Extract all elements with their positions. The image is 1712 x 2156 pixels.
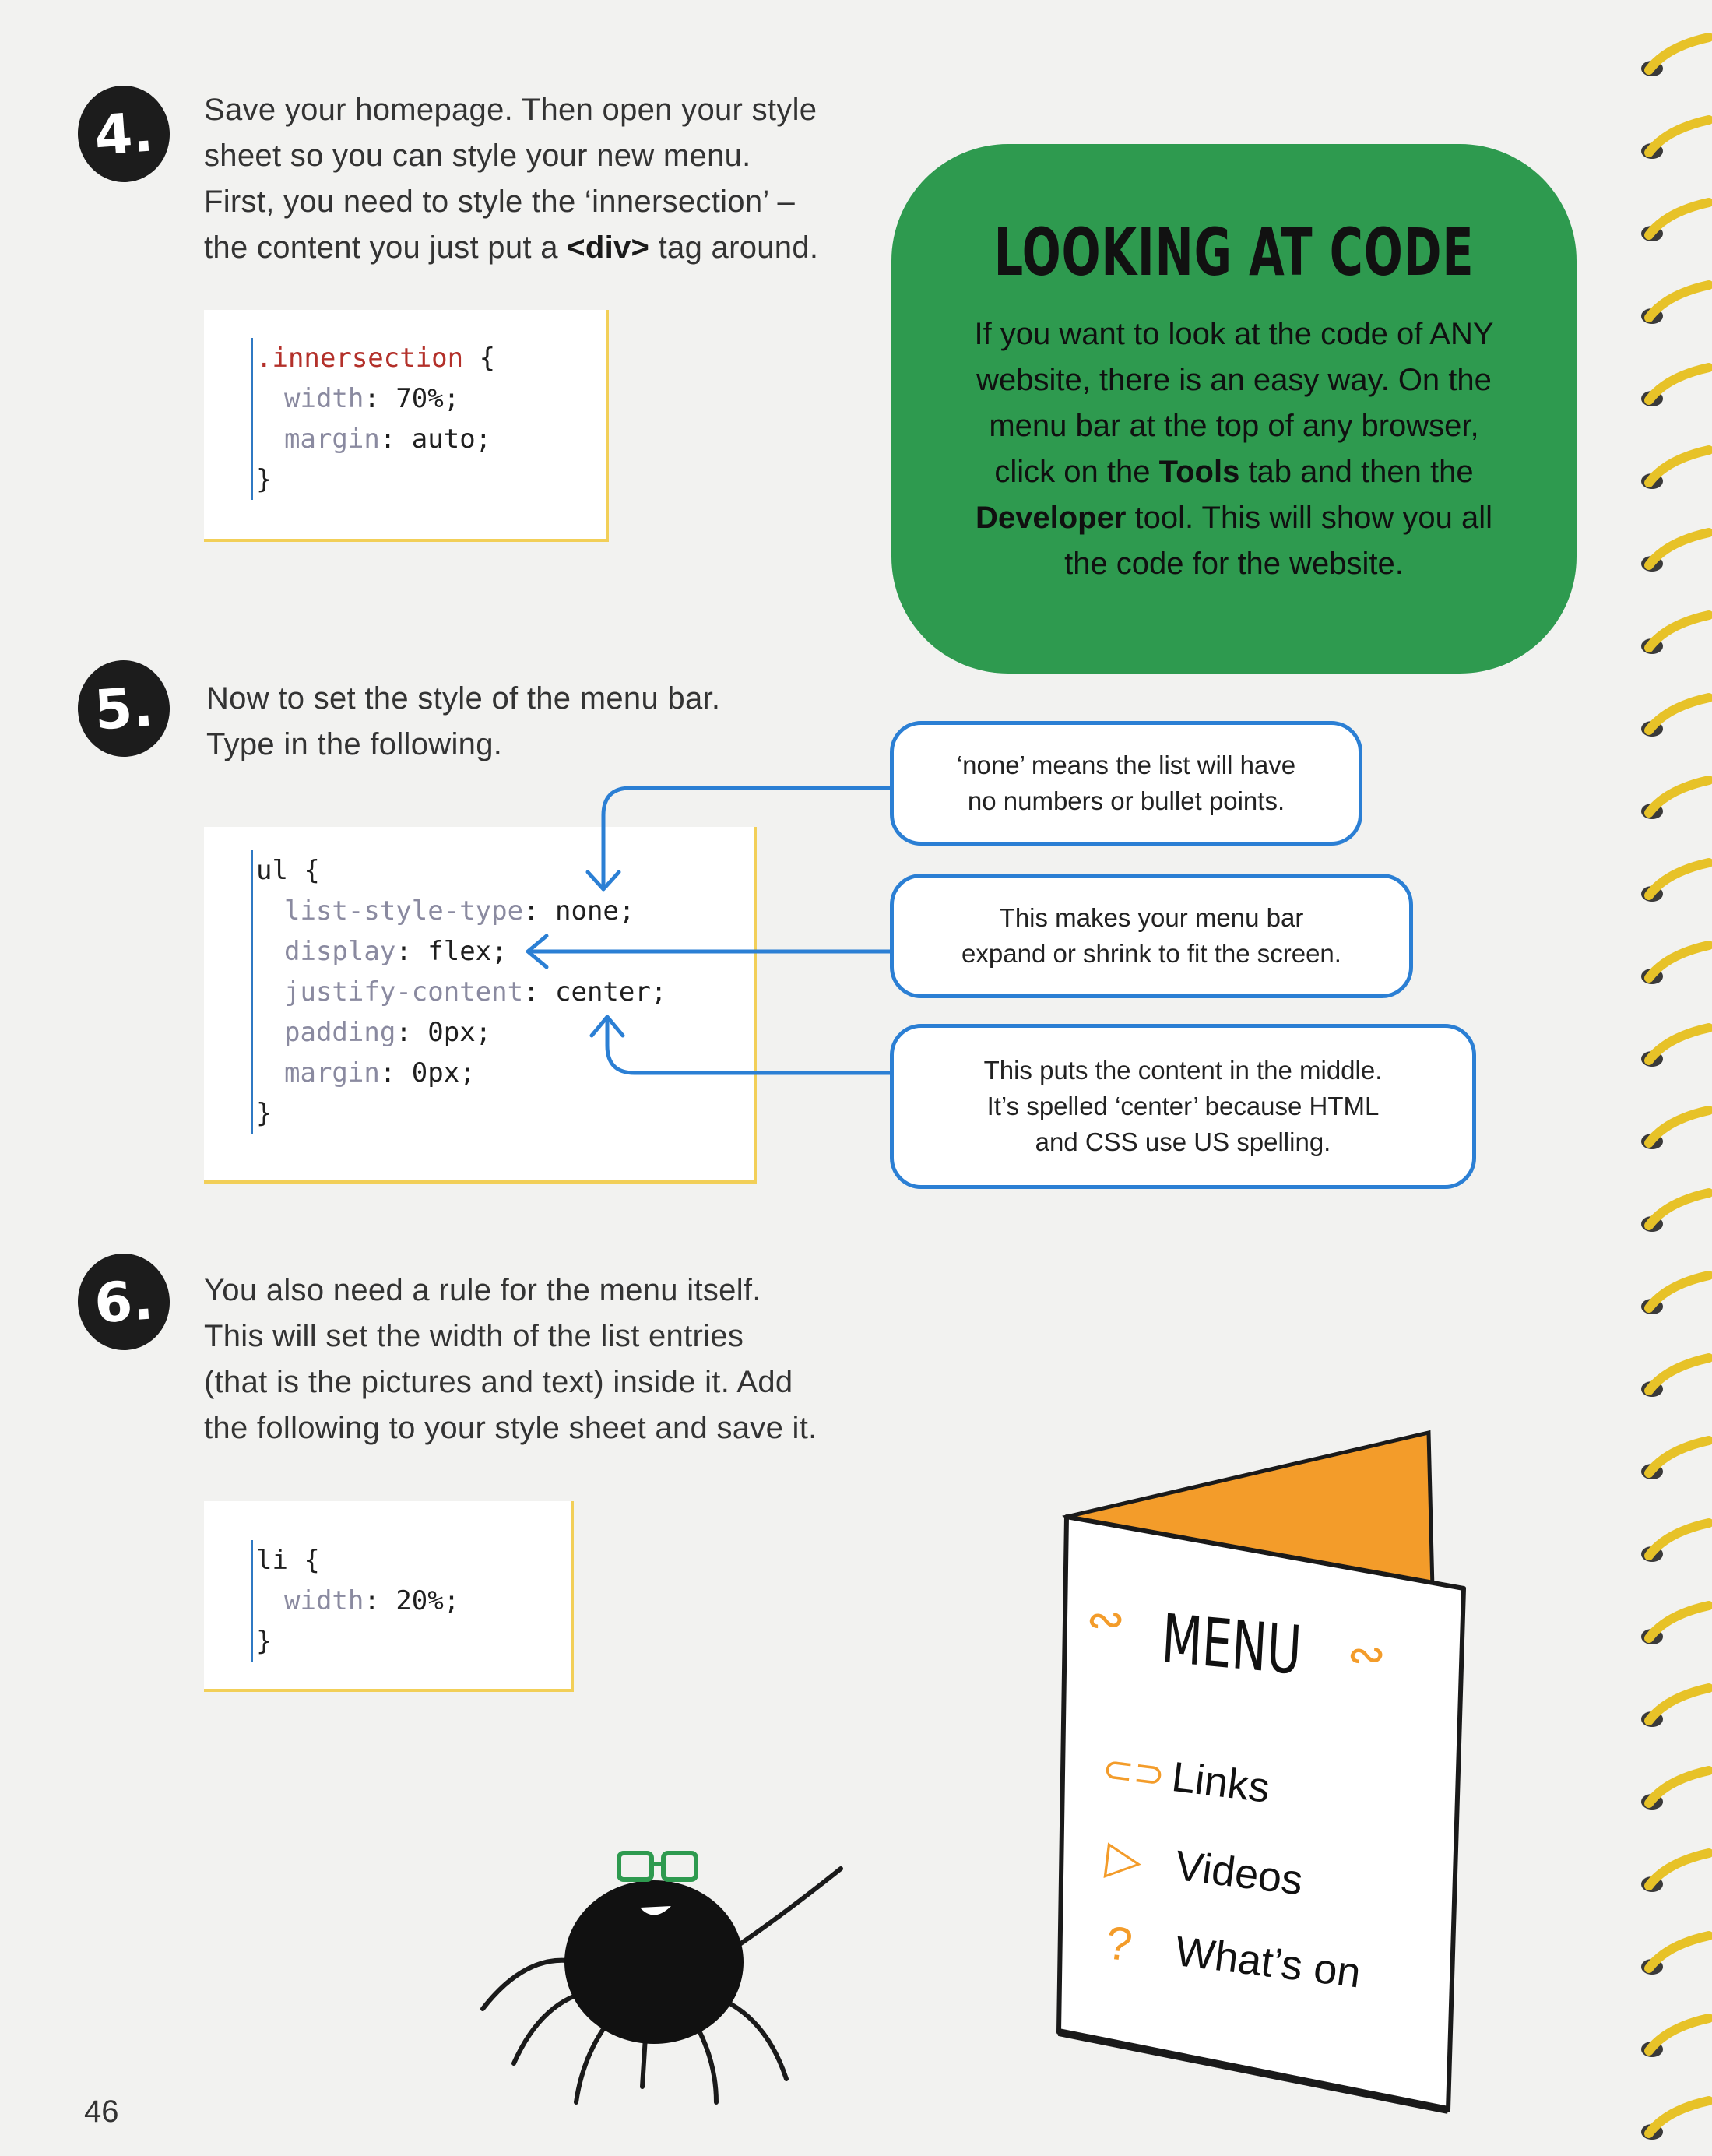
step-4-line-3: First, you need to style the ‘innersection’ – bbox=[204, 185, 796, 219]
code-value: auto; bbox=[411, 424, 492, 455]
spiral-coil bbox=[1641, 945, 1709, 984]
menu-item-label: Videos bbox=[1172, 1841, 1306, 1905]
spiral-coil bbox=[1641, 1606, 1709, 1644]
developer-term: Developer bbox=[976, 501, 1127, 535]
callout-2-line-1: This makes your menu bar bbox=[999, 903, 1304, 932]
code-prop: width bbox=[284, 383, 364, 414]
spiral-coil bbox=[1641, 202, 1709, 241]
innersection-code-box: .innersection { width: 70%; margin: auto; } bbox=[204, 310, 609, 542]
menu-title: MENU bbox=[1159, 1600, 1304, 1690]
spiral-coil bbox=[1641, 120, 1709, 159]
step-6-line-1: You also need a rule for the menu itself. bbox=[204, 1273, 761, 1307]
spiral-coil bbox=[1641, 450, 1709, 489]
tip-line-4-b: tab and then the bbox=[1239, 455, 1474, 489]
spiral-coil bbox=[1641, 533, 1709, 572]
step-4-number: 4. bbox=[92, 100, 156, 168]
spiral-coil bbox=[1641, 1688, 1709, 1727]
question-icon: ? bbox=[1102, 1915, 1136, 1971]
code-prop: justify-content bbox=[284, 976, 524, 1008]
code-prop: padding bbox=[284, 1017, 396, 1048]
code-value: 20%; bbox=[395, 1585, 460, 1616]
code-prop: display bbox=[284, 936, 396, 967]
tip-line-5-b: tool. This will show you all bbox=[1126, 501, 1492, 535]
callout-3-line-3: and CSS use US spelling. bbox=[1035, 1127, 1331, 1156]
spider-illustration bbox=[467, 1814, 872, 2110]
spiral-binding bbox=[1635, 0, 1712, 2156]
menu-card-illustration bbox=[1043, 1425, 1479, 2126]
code-value: none; bbox=[555, 895, 635, 927]
step-6-line-4: the following to your style sheet and save it. bbox=[204, 1411, 817, 1445]
swirl-right-icon: ∾ bbox=[1347, 1628, 1387, 1680]
callout-1-line-2: no numbers or bullet points. bbox=[967, 786, 1285, 815]
tip-title: LOOKING AT CODE bbox=[993, 214, 1475, 290]
spiral-coil bbox=[1641, 2018, 1709, 2057]
spiral-coil bbox=[1641, 1440, 1709, 1479]
code-open-brace: { bbox=[287, 855, 320, 886]
menu-item-label: Links bbox=[1169, 1753, 1273, 1812]
arrow-to-none bbox=[603, 788, 890, 888]
spiral-coil bbox=[1641, 1523, 1709, 1562]
div-tag-text: <div> bbox=[567, 230, 650, 265]
code-close-brace: } bbox=[256, 1626, 272, 1657]
spiral-coil bbox=[1641, 2101, 1709, 2140]
code-prop: margin bbox=[284, 1057, 380, 1089]
spiral-coil bbox=[1641, 863, 1709, 902]
code-prop: margin bbox=[284, 424, 380, 455]
tip-line-6: the code for the website. bbox=[1064, 547, 1404, 581]
step-5-number: 5. bbox=[92, 674, 156, 743]
spiral-coil bbox=[1641, 615, 1709, 654]
callout-2-line-2: expand or shrink to fit the screen. bbox=[961, 939, 1341, 968]
link-icon: ⊂⊃ bbox=[1099, 1747, 1168, 1797]
code-selector: .innersection bbox=[256, 343, 464, 374]
callout-1-line-1: ‘none’ means the list will have bbox=[956, 751, 1296, 779]
code-value: 70%; bbox=[395, 383, 460, 414]
step-6-number: 6. bbox=[92, 1268, 156, 1336]
spiral-coil bbox=[1641, 368, 1709, 406]
spiral-coil bbox=[1641, 1110, 1709, 1149]
step-4-line-2: sheet so you can style your new menu. bbox=[204, 139, 751, 173]
tools-term: Tools bbox=[1158, 455, 1240, 489]
step-6-line-2: This will set the width of the list entries bbox=[204, 1319, 744, 1353]
arrow-to-center bbox=[607, 1020, 890, 1073]
spiral-coil bbox=[1641, 1358, 1709, 1397]
ul-code-box: ul { list-style-type: none; display: flex; justify-content: center; padding: 0px; margin: 0px; } bbox=[204, 827, 757, 1184]
step-5-line-1: Now to set the style of the menu bar. bbox=[206, 681, 721, 716]
spiral-coil bbox=[1641, 1936, 1709, 1975]
step-6-line-3: (that is the pictures and text) inside it. Add bbox=[204, 1365, 793, 1399]
tip-line-2: website, there is an easy way. On the bbox=[976, 363, 1492, 397]
code-selector: li bbox=[256, 1545, 288, 1576]
li-code-box: li { width: 20%; } bbox=[204, 1501, 574, 1692]
spiral-coil bbox=[1641, 37, 1709, 76]
code-open-brace: { bbox=[463, 343, 496, 374]
play-icon: ▷ bbox=[1102, 1830, 1145, 1887]
code-value: center; bbox=[555, 976, 667, 1008]
code-value: 0px; bbox=[411, 1057, 476, 1089]
tip-line-4-a: click on the bbox=[994, 455, 1159, 489]
tip-line-3: menu bar at the top of any browser, bbox=[989, 409, 1479, 443]
menu-item-label: What’s on bbox=[1172, 1927, 1364, 1997]
tip-line-1: If you want to look at the code of ANY bbox=[974, 317, 1494, 351]
spiral-coil bbox=[1641, 698, 1709, 737]
step-4-line-1: Save your homepage. Then open your style bbox=[204, 93, 817, 127]
spiral-coil bbox=[1641, 1853, 1709, 1892]
code-value: flex; bbox=[427, 936, 508, 967]
spiral-coil bbox=[1641, 1193, 1709, 1232]
spiral-coil bbox=[1641, 1771, 1709, 1810]
spiral-coil bbox=[1641, 1028, 1709, 1067]
spiral-coil bbox=[1641, 780, 1709, 819]
spiral-coil bbox=[1641, 1275, 1709, 1314]
page-number: 46 bbox=[84, 2094, 119, 2129]
callout-3-line-1: This puts the content in the middle. bbox=[983, 1056, 1383, 1085]
swirl-left-icon: ∾ bbox=[1086, 1593, 1126, 1645]
step-5-line-2: Type in the following. bbox=[206, 727, 503, 761]
code-close-brace: } bbox=[256, 464, 272, 495]
spiral-coil bbox=[1641, 285, 1709, 324]
step-4-line-4-b: tag around. bbox=[649, 230, 819, 265]
code-close-brace: } bbox=[256, 1098, 272, 1129]
step-4-line-4-a: the content you just put a bbox=[204, 230, 568, 265]
step-6-text bbox=[204, 1268, 817, 1451]
code-prop: width bbox=[284, 1585, 364, 1616]
callout-3-line-2: It’s spelled ‘center’ because HTML bbox=[986, 1092, 1380, 1120]
code-value: 0px; bbox=[427, 1017, 492, 1048]
code-open-brace: { bbox=[287, 1545, 320, 1576]
code-prop: list-style-type bbox=[284, 895, 524, 927]
code-selector: ul bbox=[256, 855, 288, 886]
